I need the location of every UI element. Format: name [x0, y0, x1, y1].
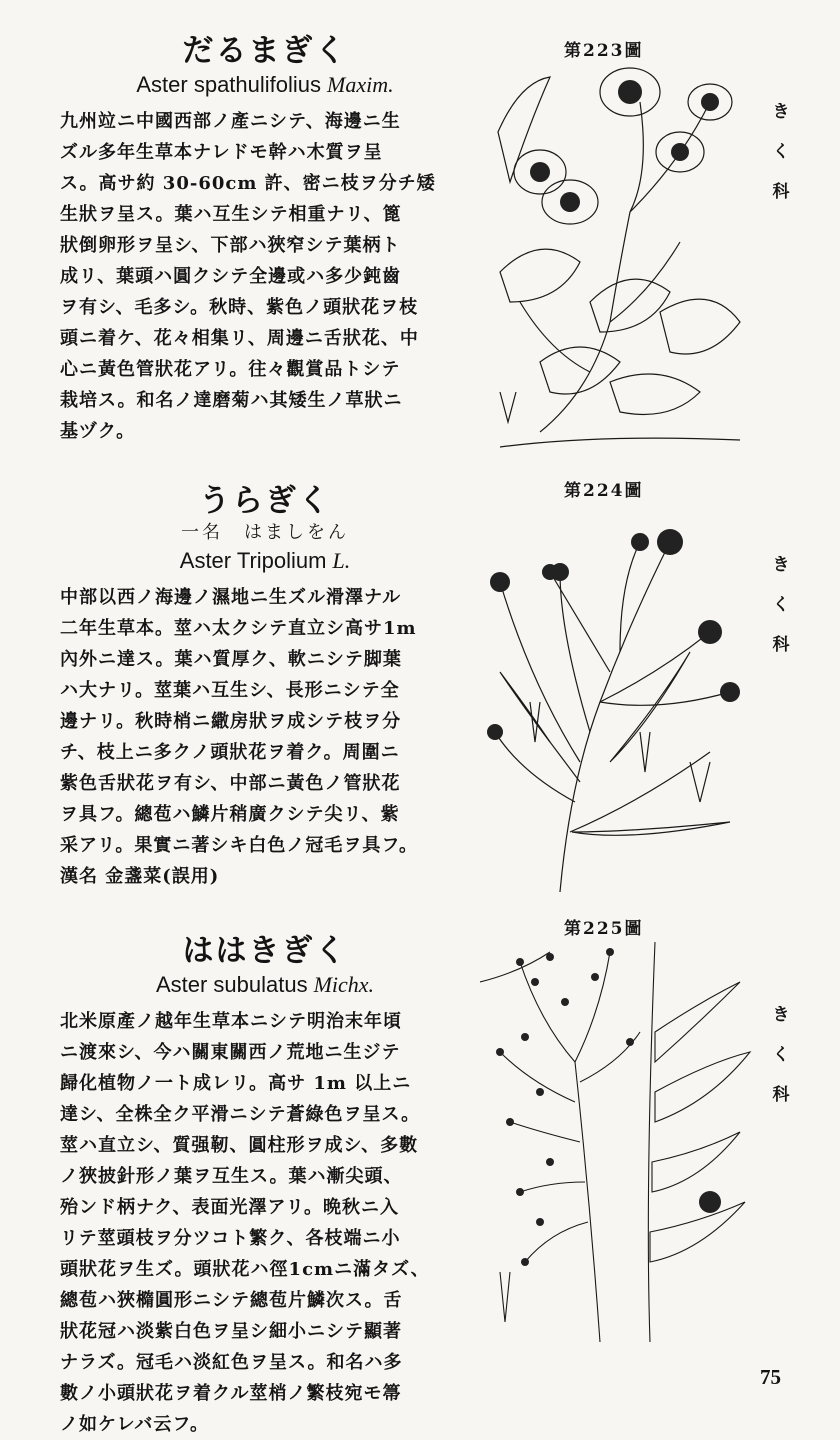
description-line: ズル多年生草本ナレドモ幹ハ木質ヲ呈: [60, 142, 383, 163]
description-line: 采アリ。果實ニ著シキ白色ノ冠毛ヲ具フ。: [60, 835, 418, 856]
entry-225: [0, 900, 840, 1435]
description-line: 數ノ小頭狀花ヲ着クル莖梢ノ繁枝宛モ箒: [60, 1383, 402, 1404]
japanese-name: うらぎく: [199, 483, 331, 519]
description: [60, 1006, 470, 1440]
description-line: ハ大ナリ。莖葉ハ互生シ、長形ニシテ全: [60, 680, 400, 701]
plant-illustration: [480, 502, 760, 892]
entry-text: [60, 32, 470, 447]
scientific-genus: Aster Tripolium: [179, 548, 327, 573]
description-line: ノ狹披針形ノ葉ヲ互生ス。葉ハ漸尖頭、: [60, 1166, 403, 1187]
description: [60, 582, 470, 892]
scientific-name: [60, 70, 470, 100]
family-char: く: [772, 595, 790, 615]
description-line: 心ニ黃色管狀花アリ。往々觀賞品トシテ: [60, 359, 401, 380]
family-char: き: [772, 102, 790, 122]
entry-224: [0, 460, 840, 900]
page-number: 75: [760, 1365, 781, 1389]
description-line: リテ莖頭枝ヲ分ツコト繁ク、各枝端ニ小: [60, 1228, 401, 1249]
description-line: ヲ具フ。總苞ハ鱗片稍廣クシテ尖リ、紫: [60, 804, 400, 825]
description-line: 漢名 金盞菜(誤用): [60, 866, 220, 887]
family-char: 科: [772, 635, 790, 655]
description-line: 狀倒卵形ヲ呈シ、下部ハ狹窄シテ葉柄ト: [60, 235, 401, 256]
description-line: 達シ、全株全ク平滑ニシテ蒼綠色ヲ呈ス。: [60, 1104, 421, 1125]
family-label: [770, 995, 792, 1115]
figure-label: 第224圖: [564, 481, 644, 501]
family-label: [770, 92, 792, 212]
scientific-name: [60, 546, 470, 576]
description: [60, 106, 470, 447]
description-line: 頭狀花ヲ生ズ。頭狀花ハ徑1cmニ滿タズ、: [60, 1259, 430, 1280]
description-line: 栽培ス。和名ノ達磨菊ハ其矮生ノ草狀ニ: [60, 390, 403, 411]
description-line: 莖ハ直立シ、質强靭、圓柱形ヲ成シ、多數: [60, 1135, 419, 1156]
plant-illustration: [480, 942, 760, 1342]
family-char: き: [772, 555, 790, 575]
description-line: チ、枝上ニ多クノ頭狀花ヲ着ク。周圍ニ: [60, 742, 400, 763]
description-line: 成リ、葉頭ハ圓クシテ全邊或ハ多少鈍齒: [60, 266, 402, 287]
figure-label: 第223圖: [564, 41, 644, 61]
description-line: 邊ナリ。秋時梢ニ繖房狀ヲ成シテ枝ヲ分: [60, 711, 402, 732]
family-char: 科: [772, 182, 790, 202]
scientific-genus: Aster spathulifolius: [136, 72, 322, 97]
description-line: 二年生草本。莖ハ太クシテ直立シ高サ1m: [60, 618, 417, 639]
description-line: 殆ンド柄ナク、表面光澤アリ。晩秋ニ入: [60, 1197, 399, 1218]
description-line: 北米原產ノ越年生草本ニシテ明治末年頃: [60, 1011, 402, 1032]
family-char: き: [772, 1005, 790, 1025]
description-line: 生狀ヲ呈ス。葉ハ互生シテ相重ナリ、篦: [60, 204, 402, 225]
japanese-name: ははきぎく: [182, 933, 348, 969]
description-line: ニ渡來シ、今ハ關東關西ノ荒地ニ生ジテ: [60, 1042, 401, 1063]
japanese-name: だるまぎく: [182, 33, 348, 69]
alternate-name: 一名 はましをん: [181, 522, 349, 543]
description-line: ヲ有シ、毛多シ。秋時、紫色ノ頭狀花ヲ枝: [60, 297, 419, 318]
family-char: 科: [772, 1085, 790, 1105]
description-line: 紫色舌狀花ヲ有シ、中部ニ黃色ノ管狀花: [60, 773, 401, 794]
family-char: く: [772, 1045, 790, 1065]
scientific-author: Maxim.: [327, 72, 394, 97]
description-line: 內外ニ達ス。葉ハ質厚ク、軟ニシテ脚葉: [60, 649, 402, 670]
entry-text: [60, 932, 470, 1440]
scientific-name: [60, 970, 470, 1000]
description-line: 頭ニ着ケ、花々相集リ、周邊ニ舌狀花、中: [60, 328, 419, 349]
entry-text: [60, 482, 470, 892]
family-char: く: [772, 142, 790, 162]
plant-illustration: [480, 62, 760, 452]
scientific-genus: Aster subulatus: [155, 972, 308, 997]
description-line: ナラズ。冠毛ハ淡紅色ヲ呈ス。和名ハ多: [60, 1352, 403, 1373]
entry-223: [0, 0, 840, 460]
description-line: 中部以西ノ海邊ノ濕地ニ生ズル滑澤ナル: [60, 587, 402, 608]
description-line: 九州竝ニ中國西部ノ產ニシテ、海邊ニ生: [60, 111, 401, 132]
description-line: 歸化植物ノ一ト成レリ。高サ 1m 以上ニ: [60, 1073, 412, 1094]
figure-label: 第225圖: [564, 919, 644, 939]
description-line: ノ如ケレバ云フ。: [60, 1414, 209, 1435]
description-line: 狀花冠ハ淡紫白色ヲ呈シ細小ニシテ顯著: [60, 1321, 402, 1342]
scientific-author: L.: [332, 548, 351, 573]
description-line: 總苞ハ狹橢圓形ニシテ總苞片鱗次ス。舌: [60, 1290, 403, 1311]
family-label: [770, 545, 792, 665]
description-line: ス。高サ約 30-60cm 許、密ニ枝ヲ分チ矮: [60, 173, 436, 194]
scientific-author: Michx.: [313, 972, 375, 997]
description-line: 基ヅク。: [60, 421, 136, 442]
